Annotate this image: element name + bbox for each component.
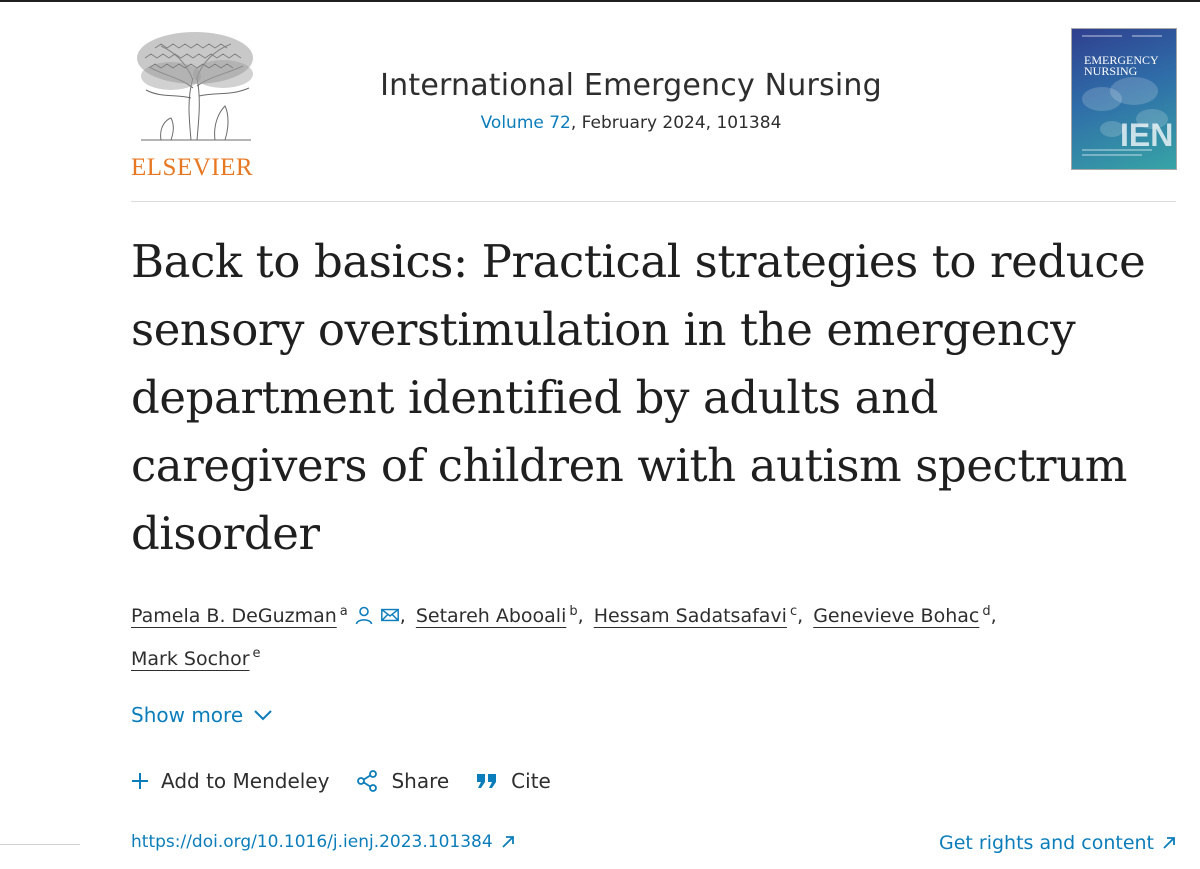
journal-issue bbox=[311, 113, 951, 133]
doi-text: https://doi.org/10.1016/j.ienj.2023.101384 bbox=[131, 832, 493, 852]
quote-icon bbox=[475, 771, 499, 791]
show-more-button[interactable] bbox=[131, 703, 273, 727]
author-name[interactable]: Genevieve Bohac bbox=[813, 605, 980, 628]
journal-cover[interactable] bbox=[1071, 28, 1177, 170]
article-title: Back to basics: Practical strategies to reduce sensory overstimulation in the emergency department identified by adults and caregivers of children with autism spectrum disorder bbox=[131, 235, 1146, 560]
author-affiliation: a bbox=[339, 604, 348, 619]
author-name[interactable]: Mark Sochor bbox=[131, 647, 250, 670]
author-separator: , bbox=[399, 605, 406, 628]
header-divider bbox=[131, 201, 1176, 202]
author-separator: , bbox=[990, 605, 997, 628]
cover-title-line1: EMERGENCY bbox=[1084, 53, 1159, 67]
side-rule bbox=[0, 844, 80, 845]
journal-title[interactable]: International Emergency Nursing bbox=[380, 68, 882, 103]
author-item bbox=[131, 648, 261, 670]
cite-button[interactable] bbox=[475, 769, 551, 793]
share-button[interactable] bbox=[355, 769, 449, 793]
author-name[interactable]: Pamela B. DeGuzman bbox=[131, 605, 337, 628]
person-icon[interactable] bbox=[354, 605, 374, 625]
get-rights-link[interactable] bbox=[939, 832, 1176, 854]
mendeley-label: Add to Mendeley bbox=[161, 769, 330, 793]
journal-info bbox=[311, 68, 951, 133]
publisher-logo[interactable] bbox=[131, 28, 261, 188]
cite-label: Cite bbox=[511, 769, 551, 793]
article-toolbar bbox=[131, 769, 577, 793]
footer-links bbox=[131, 832, 1176, 860]
author-affiliation: b bbox=[569, 604, 578, 619]
author-name[interactable]: Hessam Sadatsafavi bbox=[593, 605, 787, 628]
author-item bbox=[594, 605, 797, 627]
top-rule bbox=[0, 0, 1200, 2]
add-to-mendeley-button[interactable] bbox=[131, 769, 329, 793]
author-list bbox=[131, 593, 1176, 678]
author-separator: , bbox=[797, 605, 804, 628]
plus-icon bbox=[131, 772, 149, 790]
volume-link[interactable]: Volume 72 bbox=[480, 113, 571, 133]
share-label: Share bbox=[391, 769, 450, 793]
author-item bbox=[131, 605, 400, 627]
author-affiliation: c bbox=[789, 604, 798, 619]
external-link-icon bbox=[1162, 836, 1176, 850]
elsevier-tree-icon bbox=[131, 28, 261, 146]
author-affiliation: e bbox=[252, 646, 261, 662]
cover-title-line2: NURSING bbox=[1084, 64, 1138, 78]
rights-text: Get rights and content bbox=[938, 832, 1154, 854]
issue-details: , February 2024, 101384 bbox=[570, 113, 782, 133]
show-more-label: Show more bbox=[131, 703, 244, 727]
author-affiliation: d bbox=[982, 604, 991, 619]
author-item bbox=[416, 605, 578, 627]
author-name[interactable]: Setareh Abooali bbox=[415, 605, 567, 628]
author-item bbox=[813, 605, 990, 627]
cover-title bbox=[1084, 55, 1164, 77]
publisher-name: ELSEVIER bbox=[131, 154, 254, 181]
envelope-icon[interactable] bbox=[380, 605, 400, 625]
cover-abbrev: IEN bbox=[1120, 117, 1174, 153]
article-header bbox=[131, 20, 1176, 200]
doi-link[interactable] bbox=[131, 832, 515, 852]
external-link-icon bbox=[501, 835, 515, 849]
share-icon bbox=[355, 769, 379, 793]
chevron-down-icon bbox=[253, 708, 273, 722]
author-separator: , bbox=[577, 605, 584, 628]
